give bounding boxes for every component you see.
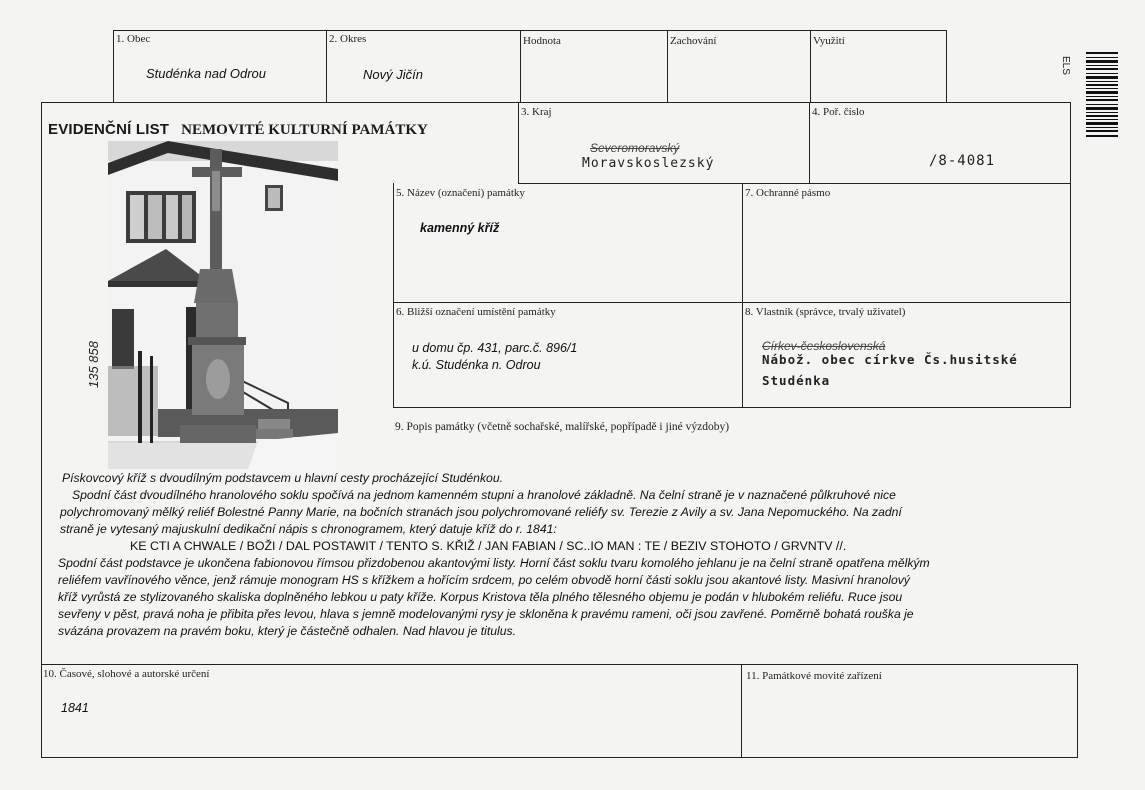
casove-label: 10. Časové, slohové a autorské určení	[43, 668, 210, 680]
vlastnik-old-value: Církev-československá	[762, 339, 886, 353]
photo-stamp: 135 858	[86, 341, 101, 388]
popis-line: reliéfem vavřínového věnce, jenž rámuje monogram HS s křížkem a hořícím srdcem, po celém obvodě horní části soklu jsou akantové listy. Masivní hranolový	[58, 573, 910, 587]
form-title-part2: NEMOVITÉ KULTURNÍ PAMÁTKY	[181, 122, 428, 138]
popis-line: sevřeny v pěst, pravá noha je přibita přes levou, hlava s jemně modelovanými rysy je skloněna k pravému rameni, oči jsou zavřené. Poměrně bohatá rouška je	[58, 607, 914, 621]
kraj-old-value: Severomoravský	[590, 141, 680, 155]
vlastnik-line1: Nábož. obec církve Čs.husitské	[762, 352, 1018, 367]
okres-label: 2. Okres	[329, 33, 367, 45]
nazev-value: kamenný kříž	[420, 221, 500, 235]
kraj-label: 3. Kraj	[521, 106, 552, 118]
popis-label: 9. Popis památky (včetně sochařské, malířské, popřípadě i jiné výzdoby)	[395, 421, 730, 433]
form-title-part1: EVIDENČNÍ LIST	[48, 121, 170, 138]
popis-line: Spodní část podstavce je ukončena fabionovou římsou přizdobenou akantovými listy. Horní část soklu tvaru komolého jehlanu je na čelní straně opatřena mělkým	[58, 556, 930, 570]
por-cislo-label: 4. Poř. číslo	[812, 106, 865, 118]
popis-text	[58, 470, 1068, 640]
vlastnik-label: 8. Vlastník (správce, trvalý uživatel)	[745, 306, 906, 318]
zachovani-label: Zachování	[670, 35, 717, 47]
vlastnik-line2: Studénka	[762, 373, 831, 388]
popis-line: kříž vyrůstá ze stylizovaného skaliska doplněného lebkou u paty kříže. Korpus Kristova těla plného tělesného objemu je podán v hlubokém reliéfu. Ruce jsou	[58, 590, 903, 604]
umisteni-line2: k.ú. Studénka n. Odrou	[412, 358, 541, 372]
popis-line: straně je vytesaný majuskulní dedikační nápis s chronogramem, který datuje kříž do r. 1841:	[60, 522, 557, 536]
barcode-graphic	[1086, 52, 1118, 138]
nazev-label: 5. Název (označení) památky	[396, 187, 525, 199]
casove-value: 1841	[61, 701, 89, 715]
obec-value: Studénka nad Odrou	[146, 66, 266, 81]
por-cislo-value: /8-4081	[929, 153, 996, 169]
obec-label: 1. Obec	[116, 33, 151, 45]
popis-line: svázána provazem na pravém boku, který je částečně odhalen. Nad hlavou je titulus.	[58, 624, 516, 638]
popis-line: polychromovaný mělký reliéf Bolestné Panny Marie, na bočních stranách jsou polychromované reliéfy sv. Terezie z Avily a sv. Jana Nepomuckého. Na zadní	[60, 505, 902, 519]
popis-inscription: KE CTI A CHWALE / BOŽI / DAL POSTAWIT / TENTO S. KŘIŽ / JAN FABIAN / SC..IO MAN : TE / BEZIV STOHOTO / GRVNTV //.	[130, 539, 847, 553]
okres-value: Nový Jičín	[363, 67, 423, 82]
side-code: ELS	[1060, 56, 1071, 75]
movite-label: 11. Památkové movité zařízení	[746, 670, 882, 682]
popis-line: Spodní část dvoudílného hranolového soklu spočívá na jednom kamenném stupni a hranolové základně. Na čelní straně je v naznačené půlkruhové nice	[72, 488, 896, 502]
form-title	[48, 121, 428, 139]
ochranne-pasmo-label: 7. Ochranné pásmo	[745, 187, 831, 199]
umisteni-label: 6. Bližší označení umístění památky	[396, 306, 556, 318]
vyuziti-label: Využití	[813, 35, 845, 47]
popis-line: Pískovcový kříž s dvoudílným podstavcem u hlavní cesty procházející Studénkou.	[62, 471, 503, 485]
hodnota-label: Hodnota	[523, 35, 561, 47]
monument-photo	[108, 141, 338, 469]
kraj-value: Moravskoslezský	[582, 156, 715, 171]
umisteni-line1: u domu čp. 431, parc.č. 896/1	[412, 341, 578, 355]
